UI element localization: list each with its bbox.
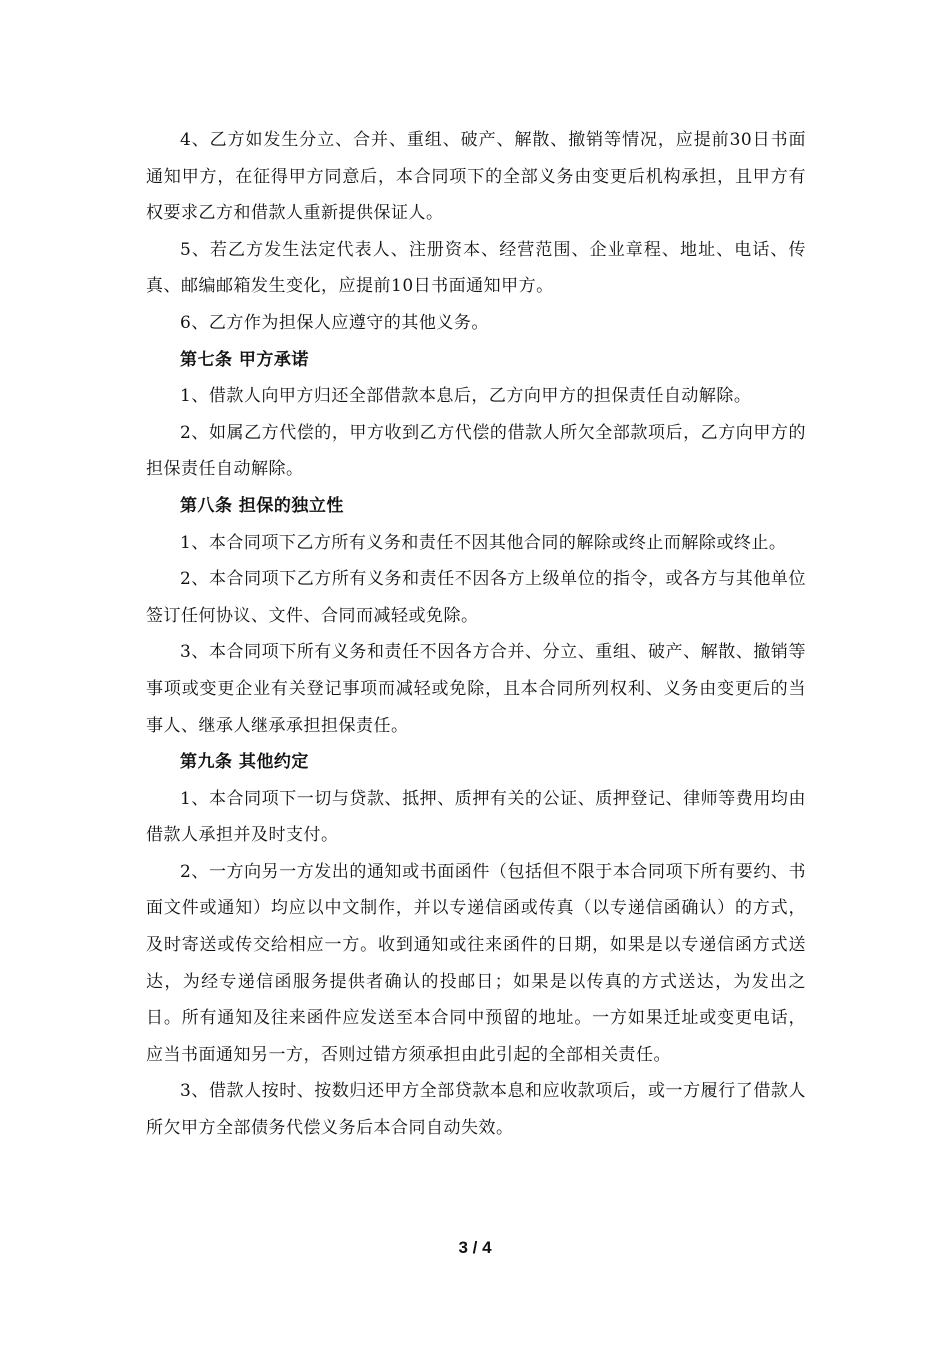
clause-paragraph: 2、如属乙方代偿的，甲方收到乙方代偿的借款人所欠全部款项后，乙方向甲方的担保责任自动解除。 <box>146 422 806 480</box>
article-heading: 第九条 其他约定 <box>180 752 309 773</box>
article-heading: 第七条 甲方承诺 <box>180 349 309 370</box>
clause-paragraph: 2、一方向另一方发出的通知或书面函件（包括但不限于本合同项下所有要约、书面文件或通知）均应以中文制作，并以专递信函或传真（以专递信函确认）的方式，及时寄送或传交给相应一方。收到通知或往来函件的日期，如果是以专递信函方式送达，为经专递信函服务提供者确认的投邮日；如果是以传真的方式送达，为发出之日。所有通知及往来函件应发送至本合同中预留的地址。一方如果迁址或变更电话，应当书面通知另一方，否则过错方须承担由此引起的全部相关责任。 <box>146 861 806 1065</box>
clause-paragraph: 3、本合同项下所有义务和责任不因各方合并、分立、重组、破产、解散、撤销等事项或变更企业有关登记事项而减轻或免除，且本合同所列权利、义务由变更后的当事人、继承人继承承担担保责任。 <box>146 642 806 736</box>
clause-paragraph: 6、乙方作为担保人应遵守的其他义务。 <box>180 312 489 333</box>
article-heading: 第八条 担保的独立性 <box>180 495 344 516</box>
clause-paragraph: 1、本合同项下一切与贷款、抵押、质押有关的公证、质押登记、律师等费用均由借款人承担并及时支付。 <box>146 788 806 846</box>
clause-paragraph: 4、乙方如发生分立、合并、重组、破产、解散、撤销等情况，应提前30日书面通知甲方，在征得甲方同意后，本合同项下的全部义务由变更后机构承担，且甲方有权要求乙方和借款人重新提供保证人。 <box>146 130 806 224</box>
clause-paragraph: 2、本合同项下乙方所有义务和责任不因各方上级单位的指令，或各方与其他单位签订任何协议、文件、合同而减轻或免除。 <box>146 569 806 626</box>
page-number: 3 / 4 <box>458 1238 492 1257</box>
clause-paragraph: 1、本合同项下乙方所有义务和责任不因其他合同的解除或终止而解除或终止。 <box>180 532 787 553</box>
document-body <box>146 122 806 1147</box>
clause-paragraph: 5、若乙方发生法定代表人、注册资本、经营范围、企业章程、地址、电话、传真、邮编邮箱发生变化，应提前10日书面通知甲方。 <box>146 239 806 297</box>
clause-paragraph: 3、借款人按时、按数归还甲方全部贷款本息和应收款项后，或一方履行了借款人所欠甲方全部债务代偿义务后本合同自动失效。 <box>146 1081 806 1139</box>
clause-paragraph: 1、借款人向甲方归还全部借款本息后，乙方向甲方的担保责任自动解除。 <box>180 386 752 407</box>
